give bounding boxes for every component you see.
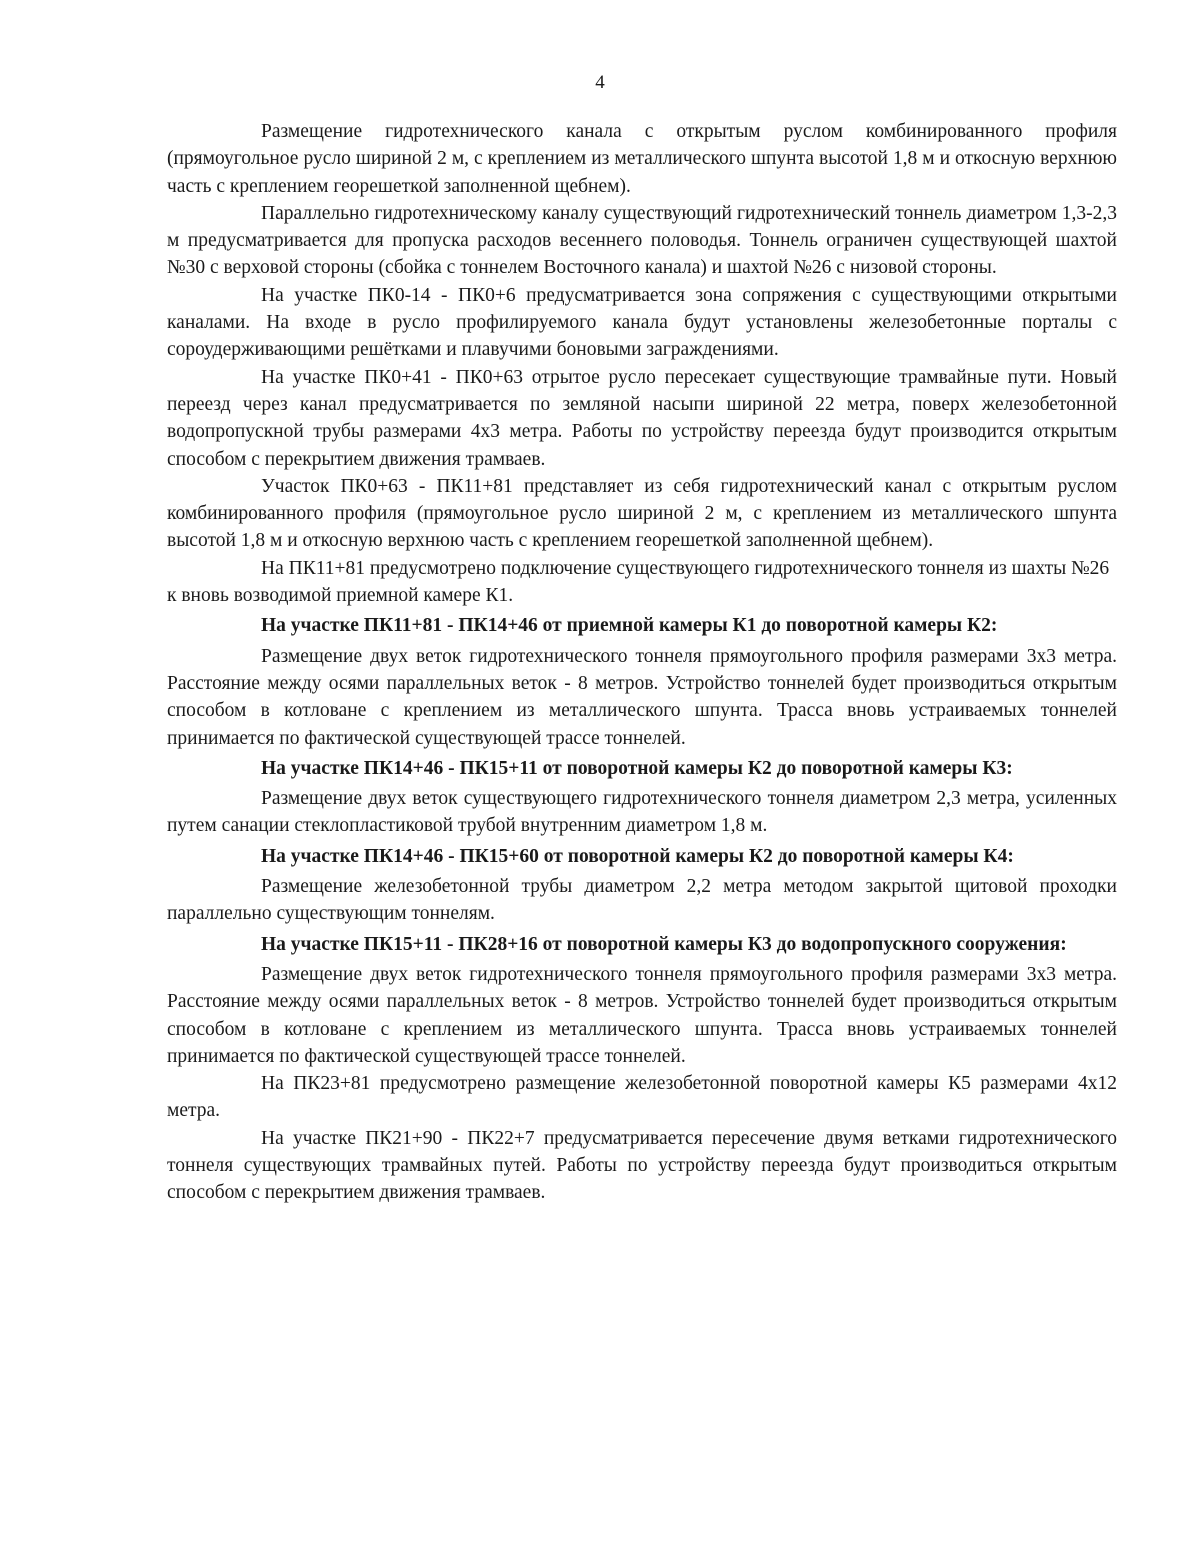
paragraph-pk21-90-tram-crossing: На участке ПК21+90 - ПК22+7 предусматривается пересечение двумя ветками гидротехнического тоннеля существующих трамвайных путей. Работы по устройству переезда будут производиться открытым способом с перекрытием движения трамваев.: [167, 1127, 1117, 1204]
paragraph-pk23-81-chamber: На ПК23+81 предусмотрено размещение железобетонной поворотной камеры К5 размерами 4х12 метра.: [167, 1073, 1117, 1122]
paragraph-pk11-81-connection: На ПК11+81 предусмотрено подключение существующего гидротехнического тоннеля из шахты №26 к вновь возводимой приемной камере К1.: [167, 557, 1110, 607]
paragraph-pk0-41-tram-crossing: На участке ПК0+41 - ПК0+63 отрытое русло пересекает существующие трамвайные пути. Новый переезд через канал предусматривается по земляной насыпи шириной 22 метра, поверх железобетонной водопропускной трубы размерами 4х3 метра. Работы по устройству переезда будут производится открытым способом с перекрытием движения трамваев.: [167, 366, 1117, 470]
paragraph-k2-k4-pipe: Размещение железобетонной трубы диаметром 2,2 метра методом закрытой щитовой проходки параллельно существующим тоннелям.: [167, 876, 1117, 925]
section-heading-k2-k4: На участке ПК14+46 - ПК15+60 от поворотной камеры К2 до поворотной камеры К4:: [261, 845, 1014, 867]
paragraph-pk0-14-junction: На участке ПК0-14 - ПК0+6 предусматривается зона сопряжения с существующими открытыми каналами. На входе в русло профилируемого канала будут установлены железобетонные порталы с сороудерживающими решётками и плавучими боновыми заграждениями.: [167, 284, 1117, 361]
section-heading-k1-k2: На участке ПК11+81 - ПК14+46 от приемной камеры К1 до поворотной камеры К2:: [261, 615, 998, 637]
section-heading-k2-k3: На участке ПК14+46 - ПК15+11 от поворотной камеры К2 до поворотной камеры К3:: [261, 757, 1013, 779]
document-body: [167, 118, 1117, 1207]
page-number: 4: [595, 72, 605, 93]
paragraph-canal-placement: Размещение гидротехнического канала с открытым руслом комбинированного профиля (прямоугольное русло шириной 2 м, с креплением из металлического шпунта высотой 1,8 м и откосную верхнюю часть с креплением георешеткой заполненной щебнем).: [167, 121, 1117, 197]
section-heading-k3-culvert: На участке ПК15+11 - ПК28+16 от поворотной камеры К3 до водопропускного сооружения:: [261, 933, 1067, 955]
paragraph-pk0-63-canal-section: Участок ПК0+63 - ПК11+81 представляет из себя гидротехнический канал с открытым руслом комбинированного профиля (прямоугольное русло шириной 2 м, с креплением из металлического шпунта высотой 1,8 м и откосную верхнюю часть с креплением георешеткой заполненной щебнем).: [167, 475, 1117, 552]
paragraph-parallel-tunnel: Параллельно гидротехническому каналу существующий гидротехнический тоннель диаметром 1,3-2,3 м предусматривается для пропуска расходов весеннего половодья. Тоннель ограничен существующей шахтой №30 с верховой стороны (сбойка с тоннелем Восточного канала) и шахтой №26 с низовой стороны.: [167, 202, 1117, 279]
paragraph-k3-culvert-tunnel: Размещение двух веток гидротехнического тоннеля прямоугольного профиля размерами 3х3 метра. Расстояние между осями параллельных веток - 8 метров. Устройство тоннелей будет производиться открытым способом в котловане с креплением из металлического шпунта. Трасса вновь устраиваемых тоннелей принимается по фактической существующей трассе тоннелей.: [167, 963, 1117, 1067]
paragraph-k2-k3-tunnel: Размещение двух веток существующего гидротехнического тоннеля диаметром 2,3 метра, усиленных путем санации стеклопластиковой трубой внутренним диаметром 1,8 м.: [167, 788, 1117, 837]
paragraph-k1-k2-tunnel: Размещение двух веток гидротехнического тоннеля прямоугольного профиля размерами 3х3 метра. Расстояние между осями параллельных веток - 8 метров. Устройство тоннелей будет производиться открытым способом в котловане с креплением из металлического шпунта. Трасса вновь устраиваемых тоннелей принимается по фактической существующей трассе тоннелей.: [167, 645, 1117, 749]
